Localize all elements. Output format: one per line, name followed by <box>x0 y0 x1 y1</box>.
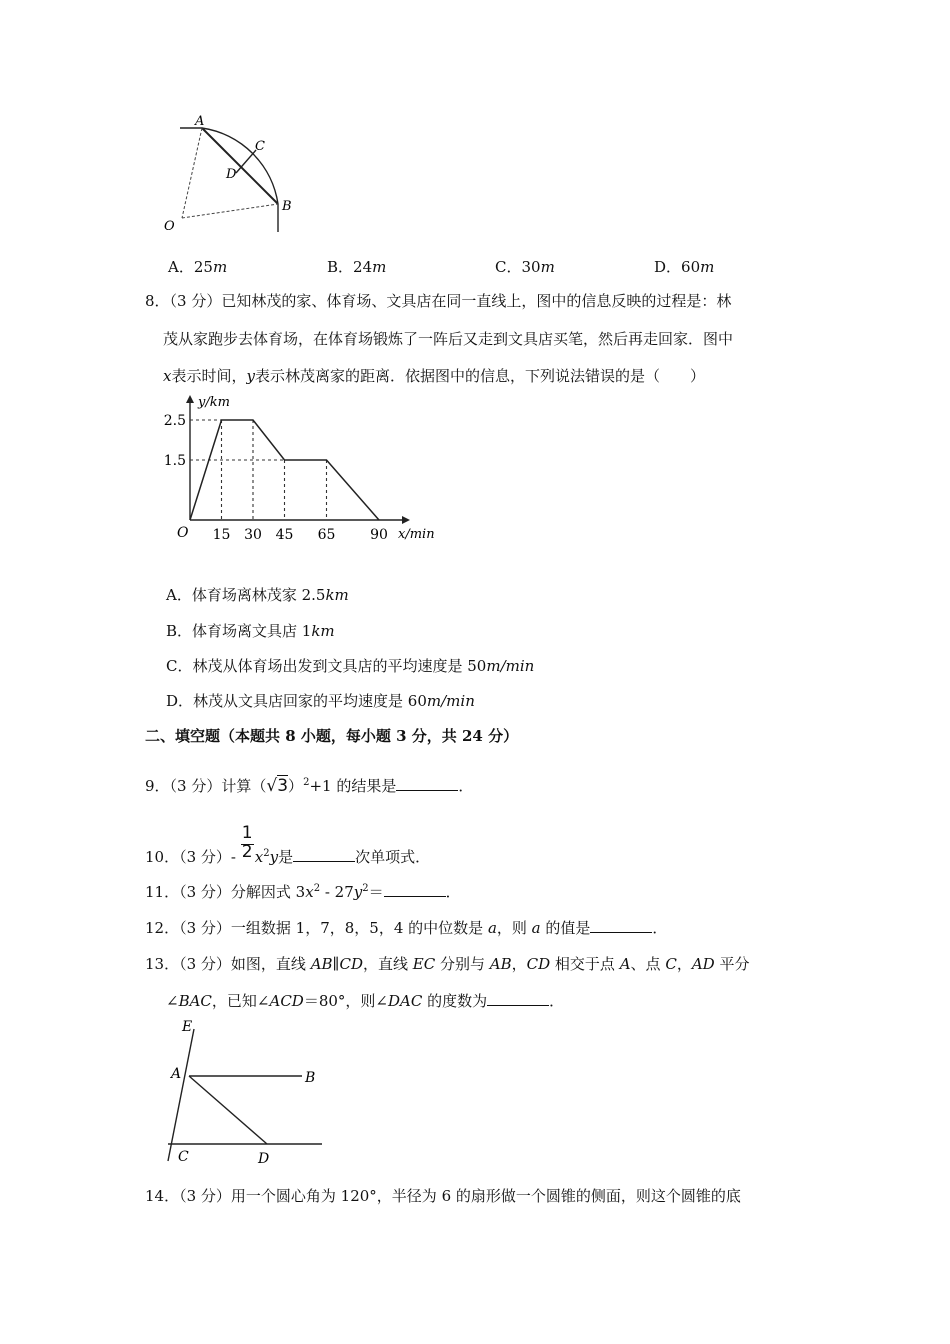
chart-y-axis-arrow <box>186 395 194 403</box>
q11: 11．（3 分）分解因式 $3x^2 - 27y^2=$ ． <box>145 883 461 901</box>
chart-x-axis-arrow <box>402 516 410 524</box>
q8-option-c[interactable]: C．林茂从体育场出发到文具店的平均速度是 50m/min <box>166 657 535 675</box>
q8-line-3: x表示时间，y表示林茂离家的距离．依据图中的信息，下列说法错误的是（ ） <box>163 367 705 385</box>
q7-label-C: C <box>255 139 265 154</box>
chart-x-tick-30: 30 <box>244 527 262 543</box>
q9: 9．（3 分）计算$(√3)^2+1$ 的结果是 ． <box>145 776 474 796</box>
chart-xlabel: x/min <box>398 527 435 542</box>
chart-y-tick-1.5: 1.5 <box>163 453 186 469</box>
q10-frac-den: 2 <box>241 842 253 862</box>
q13-figure <box>160 1015 330 1170</box>
chart-x-tick-45: 45 <box>275 527 294 543</box>
q13-line-1: 13．（3 分）如图，直线 AB∥CD，直线 EC 分别与 AB，CD 相交于点 A、点 C，AD 平分 <box>145 955 750 973</box>
q13-label-C: C <box>178 1149 189 1165</box>
section-2-title: 二、填空题（本题共 8 小题，每小题 3 分，共 24 分） <box>145 727 519 745</box>
chart-x-tick-65: 65 <box>317 527 336 543</box>
q10-frac-num: 1 <box>241 823 253 843</box>
q13-label-D: D <box>258 1151 270 1167</box>
q10-answer-blank[interactable] <box>293 847 355 862</box>
q8-option-a[interactable]: A．体育场离林茂家 2.5km <box>166 586 349 604</box>
q8-option-b[interactable]: B．体育场离文具店 1km <box>166 622 335 640</box>
q7-option-b[interactable]: B．24m <box>327 258 387 276</box>
chart-x-tick-15: 15 <box>212 527 231 543</box>
q8-option-d[interactable]: D．林茂从文具店回家的平均速度是 60m/min <box>166 692 475 710</box>
q7-option-c[interactable]: C．30m <box>495 258 555 276</box>
q13-answer-blank[interactable] <box>487 991 549 1006</box>
q13-label-A: A <box>171 1066 182 1082</box>
q13-label-E: E <box>182 1019 193 1035</box>
q7-label-B: B <box>282 199 292 214</box>
q7-label-A: A <box>195 114 205 129</box>
q12-answer-blank[interactable] <box>590 918 652 933</box>
q7-label-O: O <box>164 219 175 234</box>
q13-line-2: ∠BAC，已知∠ACD＝80°，则∠DAC 的度数为 ． <box>166 992 565 1010</box>
q7-label-D: D <box>226 167 237 182</box>
chart-x-tick-90: 90 <box>370 527 388 543</box>
q12: 12．（3 分）一组数据 1，7，8，5，4 的中位数是 a，则 a 的值是 ． <box>145 919 668 937</box>
chart-ylabel: y/km <box>198 395 230 410</box>
q10: 10．（3 分）- $\frac{1}{2}$ $x^2y$是 次单项式． <box>145 823 431 866</box>
q14: 14．（3 分）用一个圆心角为 120°，半径为 6 的扇形做一个圆锥的侧面，则这个圆锥的底 <box>145 1187 741 1205</box>
q8-line-1: 8．（3 分）已知林茂的家、体育场、文具店在同一直线上，图中的信息反映的过程是：林 <box>145 292 732 310</box>
q7-figure <box>158 112 308 237</box>
q8-distance-time-chart <box>160 390 450 550</box>
q13-label-B: B <box>305 1070 316 1086</box>
q7-option-a[interactable]: A．25m <box>168 258 228 276</box>
chart-y-tick-2.5: 2.5 <box>163 413 186 429</box>
q8-line-2: 茂从家跑步去体育场，在体育场锻炼了一阵后又走到文具店买笔，然后再走回家．图中 <box>163 330 734 348</box>
q11-answer-blank[interactable] <box>384 882 446 897</box>
q9-answer-blank[interactable] <box>396 776 458 791</box>
q7-option-d[interactable]: D．60m <box>654 258 715 276</box>
chart-origin: O <box>177 525 189 541</box>
